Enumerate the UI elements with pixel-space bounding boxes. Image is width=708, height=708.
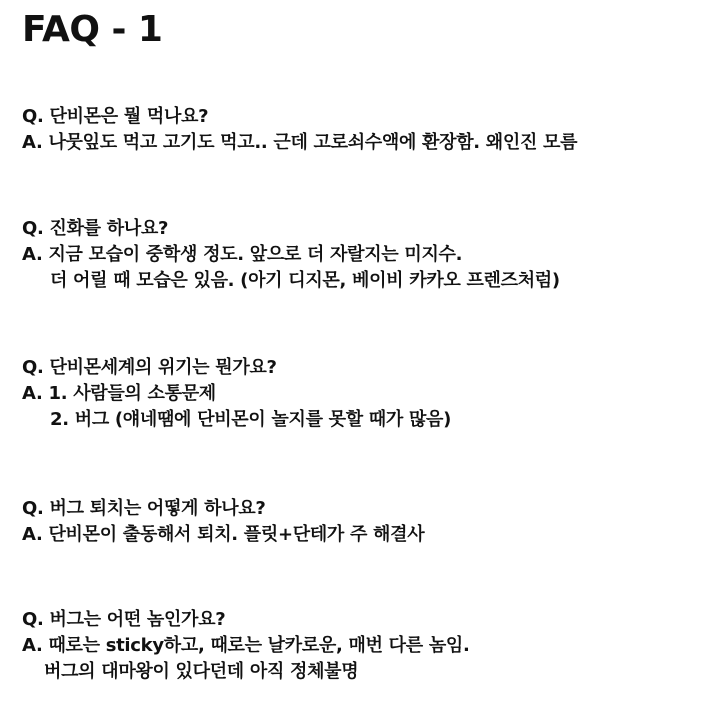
faq-item-crisis [22,355,702,433]
faq-answer: A. 나뭇잎도 먹고 고기도 먹고.. 근데 고로쇠수액에 환장함. 왜인진 모름 [22,132,578,153]
faq-item-bug-removal [22,496,702,548]
page-title: FAQ - 1 [22,9,163,50]
faq-item-evolution [22,216,702,294]
faq-question: Q. 버그 퇴치는 어떻게 하나요? [22,498,266,519]
faq-item-food [22,104,702,156]
faq-question: Q. 단비몬은 뭘 먹나요? [22,106,209,127]
faq-answer-continued: 버그의 대마왕이 있다던데 아직 정체불명 [44,661,359,682]
faq-question: Q. 버그는 어떤 놈인가요? [22,609,226,630]
faq-question: Q. 진화를 하나요? [22,218,169,239]
faq-answer: A. 1. 사람들의 소통문제 [22,383,216,404]
faq-answer: A. 때로는 sticky하고, 때로는 날카로운, 매번 다른 놈임. [22,635,470,656]
faq-answer-continued: 2. 버그 (얘네땜에 단비몬이 놀지를 못할 때가 많음) [50,409,452,430]
faq-answer-continued: 더 어릴 때 모습은 있음. (아기 디지몬, 베이비 카카오 프렌즈처럼) [50,270,560,291]
faq-answer: A. 단비몬이 출동해서 퇴치. 플릿+단테가 주 해결사 [22,524,425,545]
faq-item-bug-nature [22,607,702,685]
faq-answer: A. 지금 모습이 중학생 정도. 앞으로 더 자랄지는 미지수. [22,244,463,265]
faq-question: Q. 단비몬세계의 위기는 뭔가요? [22,357,277,378]
